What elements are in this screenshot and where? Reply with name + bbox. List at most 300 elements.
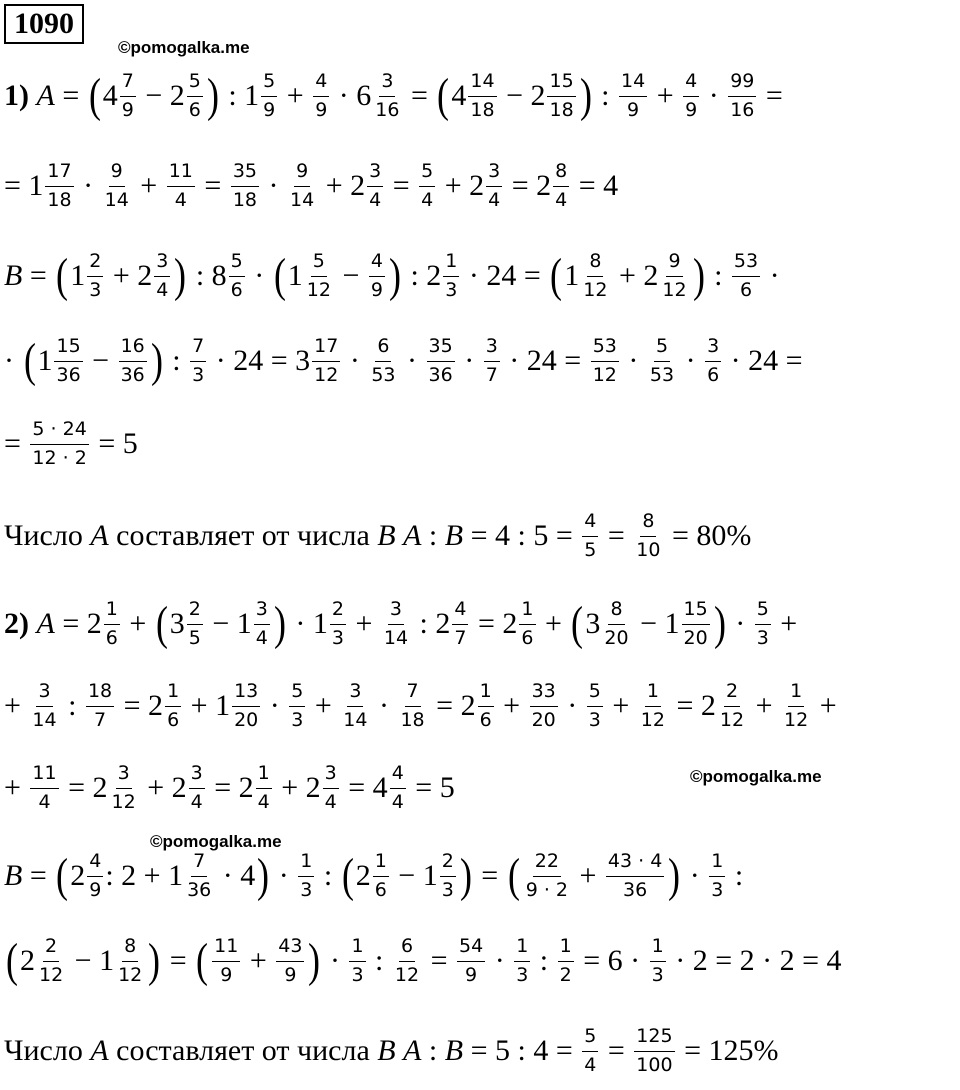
denominator: 12: [394, 963, 420, 986]
fraction: [120, 70, 136, 123]
numerator: 5 · 24: [30, 418, 88, 445]
denominator: 16: [375, 98, 400, 121]
denominator: 12 · 2: [32, 446, 87, 469]
math-text: =: [385, 169, 418, 203]
math-text: ·: [271, 859, 297, 893]
math-text: · 24 = 3: [208, 344, 311, 378]
parenthesis: (: [273, 249, 286, 303]
fraction: [256, 762, 272, 815]
math-text: [396, 519, 404, 553]
denominator: 53: [371, 363, 396, 386]
fraction: [782, 680, 810, 733]
math-text: −: [334, 259, 367, 293]
fraction: [373, 70, 401, 123]
math-text: :: [367, 944, 391, 978]
denominator: 36: [428, 363, 453, 386]
fraction: [419, 160, 435, 213]
numerator: 3: [484, 335, 500, 362]
denominator: 3: [588, 708, 601, 731]
numerator: 8: [608, 598, 624, 625]
fraction: [323, 762, 339, 815]
denominator: 3: [756, 626, 769, 649]
parenthesis: ): [273, 597, 286, 651]
fraction: [728, 70, 756, 123]
math-text: + 2: [318, 169, 366, 203]
fraction: [390, 762, 406, 815]
numerator: 1: [788, 680, 804, 707]
watermark: ©pomogalka.me: [150, 832, 282, 851]
parenthesis: (: [507, 849, 520, 903]
fraction: [373, 850, 389, 903]
fraction: [718, 680, 746, 733]
math-text: 3: [169, 607, 185, 641]
fraction: [587, 680, 603, 733]
denominator: 7: [454, 626, 467, 649]
fraction: [261, 70, 277, 123]
math-text: = 2: [206, 771, 254, 805]
fraction: [167, 160, 195, 213]
denominator: 9 · 2: [525, 878, 568, 901]
denominator: 7: [94, 708, 107, 731]
math-text: +: [4, 689, 29, 723]
fraction: [705, 335, 721, 388]
variable: A: [36, 79, 55, 113]
parenthesis: (: [341, 849, 354, 903]
math-text: =: [473, 859, 506, 893]
math-text: 2: [355, 859, 371, 893]
fraction: [486, 160, 502, 213]
denominator: 12: [583, 278, 608, 301]
fraction: [732, 250, 760, 303]
numerator: 17: [45, 160, 73, 187]
numerator: 2: [440, 850, 456, 877]
denominator: 3: [351, 963, 364, 986]
math-text: ·: [342, 344, 368, 378]
math-text: 2: [70, 859, 86, 893]
numerator: 22: [533, 850, 561, 877]
variable: A: [90, 1034, 109, 1068]
variable: B: [444, 1034, 464, 1068]
math-text: =: [22, 859, 55, 893]
math-text: =: [54, 79, 87, 113]
math-text: =: [423, 944, 455, 978]
numerator: 1: [514, 935, 530, 962]
denominator: 6: [707, 363, 720, 386]
denominator: 36: [187, 878, 212, 901]
denominator: 6: [230, 278, 243, 301]
fraction: [231, 160, 259, 213]
fraction: [187, 598, 203, 651]
numerator: 5: [419, 160, 435, 187]
math-text: = 2: [470, 607, 518, 641]
denominator: 14: [343, 708, 368, 731]
parenthesis: (: [571, 597, 584, 651]
denominator: 18: [232, 188, 258, 211]
numerator: 1: [298, 850, 314, 877]
math-text: +: [242, 944, 275, 978]
math-text: − 1: [67, 944, 115, 978]
denominator: 6: [105, 626, 118, 649]
numerator: 8: [587, 250, 603, 277]
fraction: [369, 250, 385, 303]
variable: B: [377, 519, 396, 553]
parenthesis: (: [155, 597, 168, 651]
denominator: 4: [255, 626, 268, 649]
denominator: 12: [118, 963, 143, 986]
fraction: [229, 250, 245, 303]
numerator: 1: [650, 935, 666, 962]
numerator: 1: [478, 680, 494, 707]
denominator: 20: [604, 626, 629, 649]
parenthesis: ): [713, 597, 726, 651]
parenthesis: (: [88, 69, 101, 123]
math-text: ·: [762, 259, 780, 293]
fraction: [648, 335, 676, 388]
numerator: 43: [276, 935, 304, 962]
math-text: =: [196, 169, 229, 203]
parenthesis: (: [5, 934, 18, 988]
denominator: 3: [89, 278, 102, 301]
denominator: 9: [263, 98, 276, 121]
math-text: +: [121, 607, 154, 641]
math-text: +: [772, 607, 798, 641]
fraction: [369, 335, 397, 388]
denominator: 14: [383, 626, 409, 649]
numerator: 11: [167, 160, 195, 187]
math-text: +: [537, 607, 570, 641]
math-text: − 1: [390, 859, 438, 893]
fraction: [30, 680, 58, 733]
numerator: 3: [486, 160, 502, 187]
math-text: ·: [727, 607, 753, 641]
fraction: [37, 935, 65, 988]
fraction: [30, 762, 58, 815]
fraction: [398, 680, 426, 733]
numerator: 11: [212, 935, 240, 962]
fraction: [440, 850, 456, 903]
fraction: [341, 680, 369, 733]
math-text: ·: [682, 859, 708, 893]
denominator: 18: [549, 98, 574, 121]
math-text: составляет от числа: [108, 1034, 378, 1068]
numerator: 9: [294, 160, 310, 187]
numerator: 18: [86, 680, 114, 707]
math-text: · 2 = 2 · 2 = 4: [667, 944, 842, 978]
denominator: 20: [234, 708, 259, 731]
math-text: ·: [487, 944, 513, 978]
denominator: 14: [290, 188, 315, 211]
numerator: 4: [87, 850, 103, 877]
fraction: [313, 70, 329, 123]
parenthesis: ): [148, 934, 161, 988]
denominator: 4: [257, 790, 270, 813]
math-text: 1: [37, 344, 53, 378]
numerator: 14: [468, 70, 496, 97]
denominator: 4: [156, 278, 169, 301]
denominator: 9: [315, 98, 328, 121]
denominator: 6: [521, 626, 534, 649]
watermark: ©pomogalka.me: [690, 767, 822, 786]
math-text: = 125%: [676, 1034, 779, 1068]
numerator: 5: [289, 680, 305, 707]
math-text: ·: [262, 689, 288, 723]
fraction: [514, 935, 530, 988]
denominator: 36: [56, 363, 81, 386]
parenthesis: ): [150, 334, 163, 388]
math-text: ·: [620, 344, 646, 378]
variable: A: [90, 519, 109, 553]
fraction: [45, 160, 73, 213]
math-text: +: [495, 689, 528, 723]
parenthesis: (: [56, 849, 69, 903]
denominator: 6: [739, 278, 753, 301]
parenthesis: ): [388, 249, 401, 303]
denominator: 9: [465, 963, 478, 986]
part-label: 2): [4, 607, 37, 641]
numerator: 43 · 4: [606, 850, 664, 877]
fraction: [119, 335, 147, 388]
numerator: 2: [43, 935, 59, 962]
math-text: ·: [399, 344, 425, 378]
numerator: 5: [311, 250, 327, 277]
math-text: =: [403, 79, 436, 113]
denominator: 9: [685, 98, 698, 121]
math-text: 1: [287, 259, 303, 293]
fraction: [634, 1025, 674, 1078]
fraction: [634, 510, 662, 563]
fraction: [104, 598, 120, 651]
numerator: 11: [30, 762, 58, 789]
math-text: +: [4, 771, 29, 805]
math-text: :: [727, 859, 744, 893]
variable: B: [377, 1034, 396, 1068]
denominator: 20: [683, 626, 708, 649]
math-text: = 6 ·: [575, 944, 648, 978]
denominator: 53: [649, 363, 675, 386]
math-text: ·: [456, 344, 482, 378]
math-text: =: [600, 519, 633, 553]
denominator: 4: [421, 188, 434, 211]
numerator: 53: [732, 250, 760, 277]
fraction: [581, 250, 609, 303]
variable: A: [403, 519, 422, 553]
fraction: [582, 1025, 598, 1078]
numerator: 8: [640, 510, 656, 537]
math-text: +: [604, 689, 637, 723]
denominator: 12: [640, 708, 665, 731]
denominator: 4: [190, 790, 203, 813]
denominator: 9: [121, 98, 134, 121]
solution-line-8: [4, 762, 455, 815]
numerator: 5: [261, 70, 277, 97]
problem-number-box: 1090: [4, 4, 84, 44]
numerator: 5: [187, 70, 203, 97]
fraction: [30, 418, 88, 471]
denominator: 36: [120, 363, 145, 386]
denominator: 6: [188, 98, 201, 121]
math-text: 2: [19, 944, 35, 978]
fraction: [349, 935, 365, 988]
denominator: 9: [627, 98, 640, 121]
fraction: [154, 250, 170, 303]
numerator: 2: [87, 250, 103, 277]
fraction: [443, 250, 459, 303]
conclusion-line-2: [4, 1025, 778, 1078]
math-text: · 24 =: [723, 344, 803, 378]
fraction: [619, 70, 647, 123]
math-text: : 2 + 1: [105, 859, 184, 893]
math-text: = 5: [90, 427, 138, 461]
denominator: 3: [516, 963, 529, 986]
math-text: +: [649, 79, 682, 113]
math-text: :: [706, 259, 730, 293]
solution-line-2: [4, 160, 618, 213]
math-text: 3: [585, 607, 601, 641]
denominator: 12: [662, 278, 687, 301]
denominator: 9: [284, 963, 297, 986]
denominator: 9: [89, 878, 102, 901]
math-text: ·: [246, 259, 272, 293]
math-text: = 4: [340, 771, 388, 805]
numerator: 1: [373, 850, 389, 877]
solution-line-6: [4, 598, 797, 651]
denominator: 12: [719, 708, 745, 731]
numerator: 4: [390, 762, 406, 789]
math-text: · 4: [215, 859, 256, 893]
solution-line-1: [4, 70, 783, 123]
numerator: 1: [709, 850, 725, 877]
parenthesis: (: [437, 69, 450, 123]
math-text: Число: [4, 1034, 91, 1068]
numerator: 8: [553, 160, 569, 187]
denominator: 12: [784, 708, 809, 731]
denominator: 4: [391, 790, 404, 813]
math-text: + 2: [139, 771, 187, 805]
conclusion-line-1: [4, 510, 751, 563]
numerator: 15: [682, 598, 710, 625]
math-text: · 1: [287, 607, 328, 641]
math-text: ·: [261, 169, 287, 203]
math-text: +: [132, 169, 165, 203]
numerator: 125: [634, 1025, 674, 1052]
fraction: [110, 762, 138, 815]
numerator: 2: [187, 598, 203, 625]
fraction: [484, 335, 500, 388]
fraction: [478, 680, 494, 733]
parenthesis: (: [196, 934, 209, 988]
denominator: 4: [174, 188, 187, 211]
denominator: 18: [470, 98, 495, 121]
math-text: = 2: [60, 771, 108, 805]
fraction: [755, 598, 771, 651]
math-text: = 1: [4, 169, 44, 203]
math-text: = 80%: [664, 519, 752, 553]
denominator: 3: [192, 363, 205, 386]
math-text: ·: [75, 169, 101, 203]
denominator: 36: [623, 878, 648, 901]
fraction: [519, 598, 535, 651]
denominator: 5: [584, 538, 597, 561]
math-text: = 2: [116, 689, 164, 723]
parenthesis: ): [174, 249, 187, 303]
numerator: 3: [36, 680, 52, 707]
fraction: [212, 935, 240, 988]
variable: B: [4, 859, 23, 893]
fraction: [660, 250, 688, 303]
numerator: 1: [645, 680, 661, 707]
math-text: :: [164, 344, 189, 378]
watermark: ©pomogalka.me: [118, 38, 250, 57]
denominator: 3: [300, 878, 313, 901]
variable: B: [444, 519, 464, 553]
fraction: [189, 762, 205, 815]
fraction: [709, 850, 725, 903]
numerator: 1: [165, 680, 181, 707]
math-text: ·: [701, 79, 727, 113]
denominator: 14: [32, 708, 57, 731]
math-text: −: [84, 344, 117, 378]
parenthesis: ): [459, 849, 472, 903]
math-text: 4: [451, 79, 467, 113]
math-text: ·: [4, 344, 22, 378]
solution-line-5: [4, 418, 138, 471]
math-text: =: [4, 427, 29, 461]
fraction: [87, 250, 103, 303]
denominator: 3: [291, 708, 304, 731]
denominator: 6: [374, 878, 387, 901]
denominator: 18: [400, 708, 425, 731]
math-text: : 1: [220, 79, 260, 113]
numerator: 3: [254, 598, 270, 625]
denominator: 6: [479, 708, 492, 731]
math-text: +: [748, 689, 781, 723]
math-text: = 4 : 5 =: [463, 519, 581, 553]
math-text: = 4: [571, 169, 619, 203]
fraction: [468, 70, 496, 123]
fraction: [683, 70, 699, 123]
denominator: 7: [485, 363, 498, 386]
fraction: [305, 250, 333, 303]
fraction: [165, 680, 181, 733]
math-text: :: [60, 689, 84, 723]
math-text: +: [307, 689, 340, 723]
math-text: =: [758, 79, 783, 113]
math-text: = 5: [407, 771, 455, 805]
numerator: 4: [313, 70, 329, 97]
numerator: 35: [231, 160, 259, 187]
numerator: 53: [591, 335, 619, 362]
numerator: 5: [587, 680, 603, 707]
numerator: 7: [191, 850, 207, 877]
denominator: 4: [584, 1053, 597, 1076]
math-text: · 24 =: [501, 344, 589, 378]
math-text: +: [279, 79, 312, 113]
variable: A: [403, 1034, 422, 1068]
fraction: [187, 70, 203, 123]
numerator: 5: [229, 250, 245, 277]
numerator: 33: [530, 680, 558, 707]
math-text: + 2: [273, 771, 321, 805]
math-text: :: [532, 944, 556, 978]
numerator: 2: [724, 680, 740, 707]
numerator: 4: [582, 510, 598, 537]
denominator: 12: [111, 790, 136, 813]
numerator: 6: [375, 335, 391, 362]
numerator: 7: [120, 70, 136, 97]
denominator: 14: [104, 188, 129, 211]
math-text: ·: [559, 689, 585, 723]
numerator: 3: [116, 762, 132, 789]
